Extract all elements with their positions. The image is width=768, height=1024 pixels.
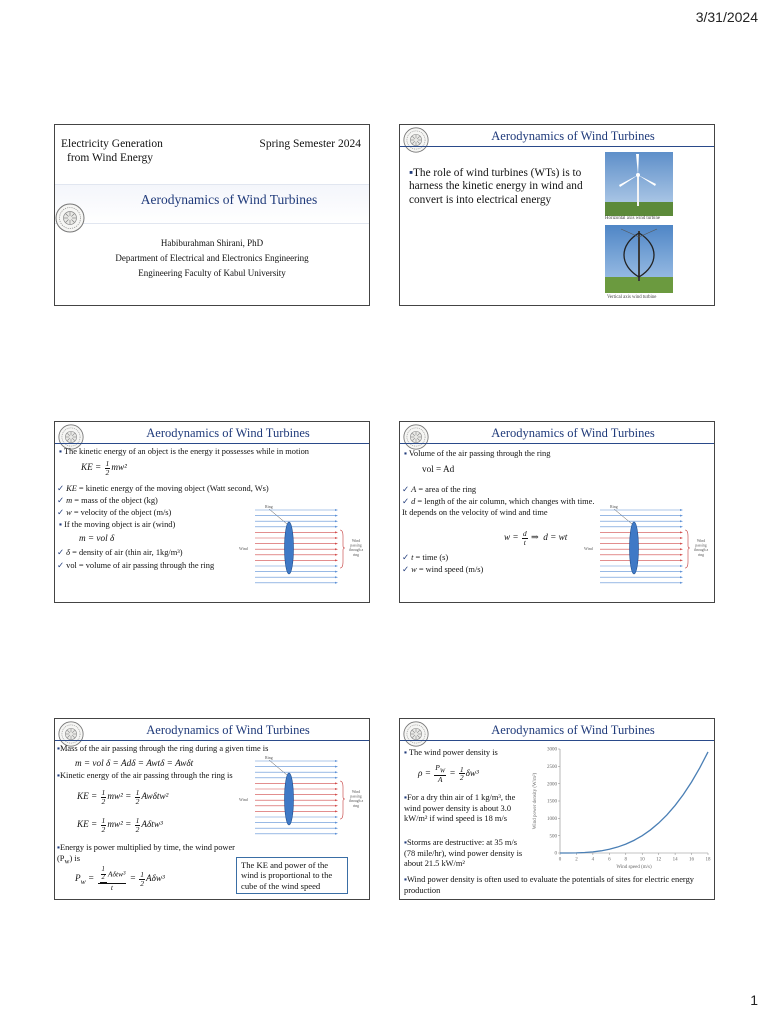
bullet-text-end: ) is (69, 853, 80, 863)
arrow-icon (680, 515, 683, 517)
ring-label: Ring (610, 504, 618, 509)
arrow-icon (335, 537, 338, 539)
variable: m (66, 496, 73, 505)
wind-ring-figure (584, 500, 712, 590)
bullet-text: Mass of the air passing through the ring during a given time is (59, 744, 269, 753)
bullet (57, 771, 233, 782)
passing-label: passing (350, 794, 362, 799)
arrow-icon (335, 799, 338, 801)
slide-2[interactable] (399, 124, 715, 306)
university-seal-icon (55, 203, 85, 233)
x-tick-label: 10 (639, 857, 645, 863)
bullet-text: Kinetic energy of the air passing through the ring is (59, 771, 233, 780)
slide-title: Aerodynamics of Wind Turbines (491, 723, 655, 737)
bullet-icon: ▪ (57, 771, 60, 780)
brace-shape (685, 530, 690, 568)
arrow-icon (680, 576, 683, 578)
variable: w (411, 565, 417, 574)
checkmark-icon: ✓ (57, 508, 67, 517)
x-tick-label: 8 (624, 857, 628, 863)
slide-header (55, 422, 369, 444)
arrow-icon (335, 788, 338, 790)
definition: vol = volume of air passing through the ring (66, 561, 215, 570)
arrow-icon (335, 833, 338, 835)
check-item (57, 496, 158, 507)
x-tick-label: 14 (672, 857, 678, 863)
check-item (57, 548, 183, 559)
bullet-text: Volume of the air passing through the ring (408, 449, 551, 458)
definition: = velocity of the object (m/s) (71, 508, 172, 517)
y-tick-label: 1500 (547, 799, 557, 805)
bullet (59, 447, 309, 458)
wind-power-density-chart (528, 745, 712, 871)
ring-label: Ring (265, 504, 273, 509)
slide-1[interactable] (54, 124, 370, 306)
bullet (404, 793, 530, 825)
bullet-icon: ▪ (59, 520, 65, 529)
bullet-text: Energy is power multiplied by time, the wind power (P (57, 843, 235, 863)
bullet-icon: ▪ (409, 167, 414, 179)
definition: = mass of the object (kg) (72, 496, 158, 505)
variable: w (66, 508, 72, 517)
equation-kinetic-energy: KE = $\frac{1}{2}$ mw² (81, 459, 127, 477)
definition: = density of air (thin air, 1kg/m³) (70, 548, 183, 557)
slide-header (55, 719, 369, 741)
y-axis-label: Wind power density (W/m²) (533, 772, 538, 830)
definition: = time (s) (413, 553, 449, 562)
variable: δ (66, 548, 71, 557)
checkmark-icon: ✓ (402, 565, 412, 574)
passing-label: Wind (696, 539, 706, 543)
checkmark-icon: ✓ (57, 561, 67, 570)
page-number: 1 (750, 992, 758, 1008)
check-item (57, 561, 214, 572)
brace-shape (340, 781, 345, 819)
arrow-icon (335, 771, 338, 773)
arrow-icon (680, 559, 683, 561)
slide-5[interactable] (54, 718, 370, 900)
bullet (59, 520, 175, 531)
arrow-icon (335, 526, 338, 528)
definition: = length of the air column, which changes with time. It depends on the velocity of wind and time (402, 497, 595, 517)
bullet (57, 744, 268, 755)
arrow-icon (335, 766, 338, 768)
definition: = kinetic energy of the moving object (Watt second, Ws) (76, 484, 269, 493)
checkmark-icon: ✓ (402, 485, 412, 494)
equation-ke-1: KE = $\frac{1}{2}$ mw² = $\frac{1}{2}$ Awδtw² (77, 788, 169, 806)
equation-ke-2: KE = $\frac{1}{2}$ mw² = $\frac{1}{2}$ Aδtw³ (77, 816, 163, 834)
subscript: w (64, 857, 70, 866)
ring-shape (285, 522, 294, 574)
arrow-icon (680, 571, 683, 573)
y-tick-label: 2000 (547, 782, 557, 788)
arrow-icon (335, 576, 338, 578)
checkmark-icon: ✓ (57, 484, 67, 493)
slide-title: Aerodynamics of Wind Turbines (491, 129, 655, 143)
arrow-icon (680, 509, 683, 511)
passing-label: passing (695, 543, 707, 548)
arrow-icon (680, 520, 683, 522)
bullet (404, 875, 709, 896)
slide-title: Aerodynamics of Wind Turbines (146, 426, 310, 440)
arrow-icon (335, 548, 338, 550)
passing-label: passing (350, 543, 362, 548)
y-tick-label: 2500 (547, 764, 557, 770)
arrow-icon (680, 554, 683, 556)
arrow-icon (335, 827, 338, 829)
arrow-icon (335, 777, 338, 779)
passing-label: Wind (351, 539, 361, 543)
arrow-icon (335, 509, 338, 511)
arrow-icon (335, 582, 338, 584)
department: Department of Electrical and Electronics Engineering (115, 252, 309, 263)
brace-shape (340, 530, 345, 568)
passing-label: ring (697, 552, 705, 557)
x-tick-label: 6 (608, 857, 611, 863)
bullet-icon: ▪ (57, 744, 60, 753)
equation-wind-power: $P_w$ = $\frac{1}{2}$ Aδtw³ t = $\frac{1}{2}$ Aδw³ (75, 866, 165, 892)
arrow-icon (680, 526, 683, 528)
arrow-icon (335, 782, 338, 784)
bullet-text: If the moving object is air (wind) (64, 520, 176, 529)
arrow-icon (335, 822, 338, 824)
bullet-icon: ▪ (404, 875, 407, 884)
horizontal-axis-turbine-photo (605, 152, 673, 216)
variable: KE (66, 484, 77, 493)
bullet-text: The kinetic energy of an object is the energy it possesses while in motion (63, 447, 309, 456)
slide-4[interactable] (399, 421, 715, 603)
y-tick-label: 500 (549, 834, 557, 840)
course-line-1: Electricity Generation (61, 138, 163, 150)
bullet-icon: ▪ (404, 838, 407, 847)
arrow-icon (335, 760, 338, 762)
ring-pointer (269, 760, 287, 775)
ring-shape (285, 773, 294, 825)
arrow-icon (335, 816, 338, 818)
bullet-icon: ▪ (404, 748, 409, 757)
y-tick-label: 1000 (547, 816, 557, 822)
arrow-icon (335, 805, 338, 807)
author-name: Habiburahman Shirani, PhD (160, 238, 264, 248)
equation-volume: vol = Ad (422, 464, 455, 474)
ring-pointer (614, 509, 632, 524)
ring-shape (630, 522, 639, 574)
checkmark-icon: ✓ (57, 548, 67, 557)
variable: A (411, 485, 417, 494)
bullet (409, 167, 599, 207)
bullet-text: Wind power density is often used to evaluate the potentials of sites for electric energy production (404, 875, 694, 895)
slide-header (400, 125, 714, 147)
slide-title: Aerodynamics of Wind Turbines (491, 426, 655, 440)
wind-label: Wind (239, 546, 248, 551)
bullet-text: The role of wind turbines (WTs) is to harness the kinetic energy in wind and convert is into electrical energy (409, 167, 583, 206)
passing-label: ring (352, 552, 360, 557)
y-tick-label: 3000 (547, 747, 557, 753)
x-tick-label: 0 (558, 857, 562, 863)
bullet-text: The wind power density is (408, 748, 498, 757)
bullet-icon: ▪ (404, 449, 409, 458)
equation-distance: w = $\frac{d}{t}$ ⇒ d = wt (504, 529, 568, 547)
x-tick-label: 12 (656, 857, 662, 863)
slide-title: Aerodynamics of Wind Turbines (146, 723, 310, 737)
y-tick-label: 0 (554, 851, 557, 857)
faculty: Engineering Faculty of Kabul University (138, 267, 286, 278)
arrow-icon (680, 565, 683, 567)
bullet-icon: ▪ (57, 843, 60, 852)
slide-header (400, 422, 714, 444)
slide-header (400, 719, 714, 741)
wind-label: Wind (584, 546, 593, 551)
checkmark-icon: ✓ (402, 553, 412, 562)
x-tick-label: 16 (689, 857, 695, 863)
course-name (61, 138, 163, 166)
x-tick-label: 2 (575, 857, 578, 863)
slide-6[interactable] (399, 718, 715, 900)
author-block (55, 236, 369, 281)
x-axis-label: Wind speed (m/s) (616, 865, 652, 870)
wind-label: Wind (239, 797, 248, 802)
wind-ring-figure (239, 751, 367, 841)
vertical-axis-turbine-photo (605, 225, 673, 293)
equation-mass: m = vol δ (79, 533, 115, 543)
passing-label: through a (348, 548, 364, 553)
definition: = area of the ring (416, 485, 477, 494)
arrow-icon (680, 548, 683, 550)
checkmark-icon: ✓ (57, 496, 67, 505)
check-item (402, 485, 476, 496)
semester: Spring Semester 2024 (259, 138, 361, 150)
bullet (404, 449, 550, 460)
arrow-icon (335, 571, 338, 573)
passing-label: through a (348, 799, 364, 804)
x-tick-label: 18 (705, 857, 711, 863)
wind-ring-figure (239, 500, 367, 590)
arrow-icon (335, 531, 338, 533)
passing-label: ring (352, 803, 360, 808)
passing-label: Wind (351, 790, 361, 794)
arrow-icon (335, 520, 338, 522)
equation-air-mass: m = vol δ = Adδ = Awtδ = Awδt (75, 758, 194, 768)
bullet-text: Storms are destructive: at 35 m/s (78 mile/hr), wind power density is about 21.5 kW/m² (404, 838, 523, 868)
bullet (57, 843, 237, 866)
arrow-icon (335, 810, 338, 812)
arrow-icon (335, 565, 338, 567)
arrow-icon (680, 531, 683, 533)
callout-box: The KE and power of the wind is proportional to the cube of the wind speed (236, 857, 348, 894)
arrow-icon (680, 582, 683, 584)
check-item (402, 565, 483, 576)
arrow-icon (335, 543, 338, 545)
bullet-icon: ▪ (404, 793, 407, 802)
page-date: 3/31/2024 (695, 9, 758, 25)
slide-3[interactable] (54, 421, 370, 603)
variable: t (411, 553, 414, 562)
bullet-icon: ▪ (59, 447, 64, 456)
course-line-2: from Wind Energy (67, 151, 153, 164)
arrow-icon (680, 543, 683, 545)
variable: d (411, 497, 416, 506)
arrow-icon (335, 515, 338, 517)
check-item (57, 484, 269, 495)
chart-axes (560, 749, 708, 853)
definition: = wind speed (m/s) (416, 565, 484, 574)
check-item (57, 508, 171, 519)
ring-label: Ring (265, 755, 273, 760)
arrow-icon (335, 554, 338, 556)
passing-label: through a (693, 548, 709, 553)
slide-title: Aerodynamics of Wind Turbines (140, 192, 318, 207)
arrow-icon (335, 559, 338, 561)
power-density-series-line (560, 752, 708, 853)
ring-pointer (269, 509, 287, 524)
checkmark-icon: ✓ (402, 497, 412, 506)
caption-vertical-turbine: Vertical axis wind turbine (607, 295, 657, 300)
arrow-icon (680, 537, 683, 539)
arrow-icon (335, 794, 338, 796)
check-item (402, 497, 598, 518)
bullet (404, 838, 530, 870)
check-item (402, 553, 448, 564)
x-tick-label: 4 (591, 857, 595, 863)
bullet-text: For a dry thin air of 1 kg/m³, the wind power density is about 3.0 kW/m² if wind speed is 18 m/s (404, 793, 516, 823)
caption-horizontal-turbine: Horizontal axis wind turbine (605, 216, 661, 221)
equation-power-density: ρ = $\frac{P_W}{A}$ = $\frac{1}{2}$ δw³ (418, 763, 479, 784)
bullet (404, 748, 498, 759)
